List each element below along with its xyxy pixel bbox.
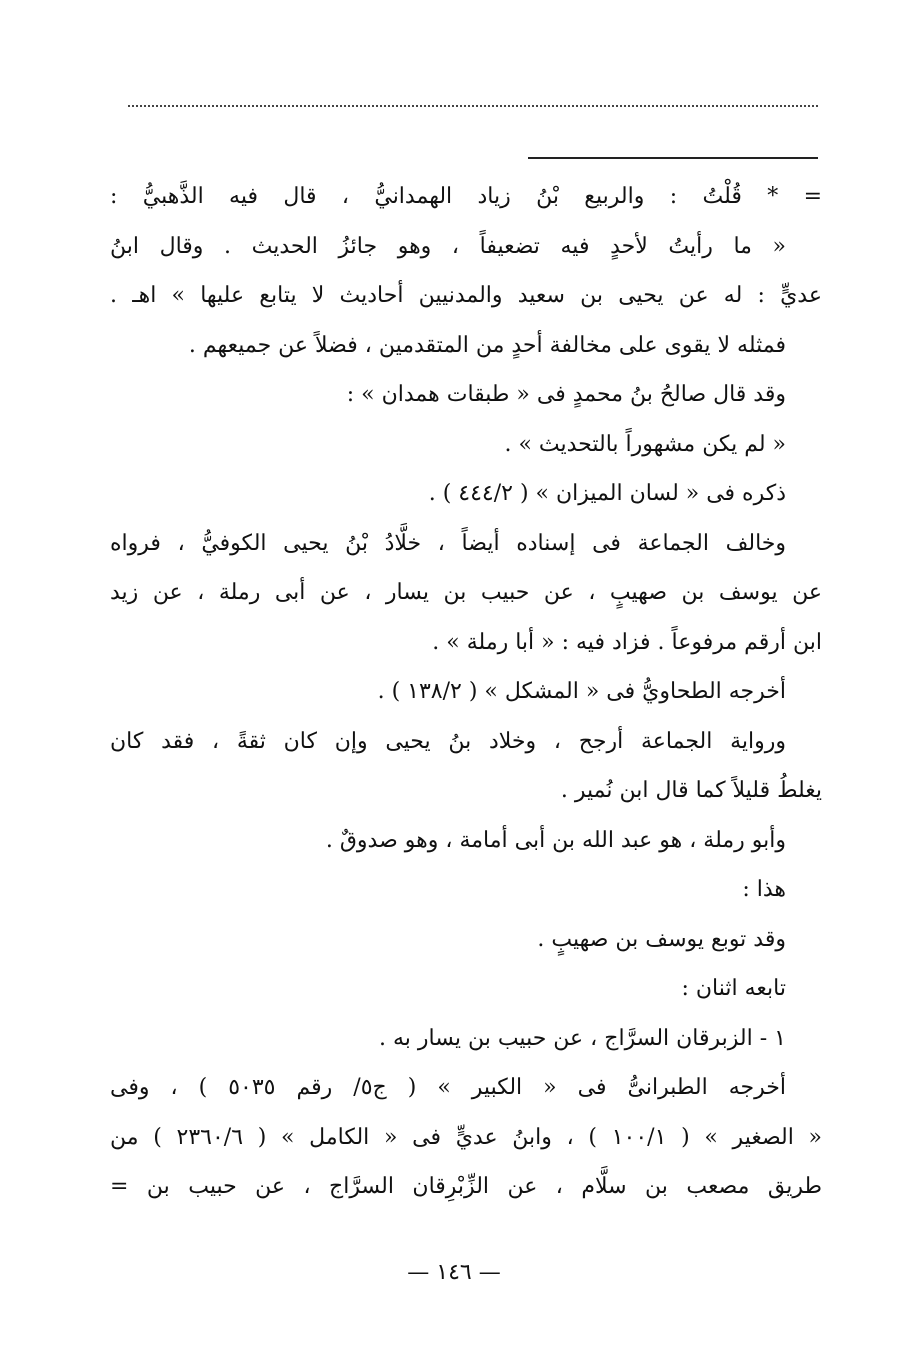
text-line: وقد توبع يوسف بن صهيبٍ . [537,926,786,952]
footnote-separator-rule [528,157,818,159]
text-line: ابن أرقم مرفوعاً . فزاد فيه : « أبا رملة » . [432,629,822,655]
text-line: ١ - الزبرقان السرَّاج ، عن حبيب بن يسار به . [379,1025,786,1051]
text-line: عن يوسف بن صهيبٍ ، عن حبيب بن يسار ، عن أبى رملة ، عن زيد [110,580,822,605]
text-line: وقد قال صالحُ بنُ محمدٍ فى « طبقات همدان » : [346,382,786,407]
text-line: طريق مصعب بن سلَّام ، عن الزِّبْرِقان السرَّاج ، عن حبيب بن = [110,1174,822,1199]
text-line: وأبو رملة ، هو عبد الله بن أبى أمامة ، وهو صدوقٌ . [325,827,786,853]
text-line: وخالف الجماعة فى إسناده أيضاً ، خلَّادُ بْنُ يحيى الكوفيُّ ، فرواه [110,530,786,556]
page-number: — ١٤٦ — [407,1260,501,1285]
text-line: = * قُلْتُ : والربيع بْنُ زياد الهمدانيُّ ، قال فيه الذَّهبيُّ : [110,184,822,209]
text-line: عديٍّ : له عن يحيى بن سعيد والمدنيين أحاديث لا يتابع عليها » اهـ . [110,283,822,308]
footnote-text-block [110,172,822,1212]
text-line: أخرجه الطبرانىُّ فى « الكبير » ( ج٥/ رقم ٥٠٣٥ ) ، وفى [110,1075,786,1100]
text-line: أخرجه الطحاويُّ فى « المشكل » ( ١٣٨/٢ ) . [377,679,786,704]
header-dotted-rule [128,105,818,107]
text-line: « ما رأيتُ لأحدٍ فيه تضعيفاً ، وهو جائزُ الحديث . وقال ابنُ [110,233,786,259]
text-line: هذا : [742,877,786,902]
text-line: « لم يكن مشهوراً بالتحديث » . [504,431,786,457]
text-line: ورواية الجماعة أرجح ، وخلاد بنُ يحيى وإن كان ثقةً ، فقد كان [110,728,786,754]
text-line: ذكره فى « لسان الميزان » ( ٤٤٤/٢ ) . [428,481,786,506]
text-line: فمثله لا يقوى على مخالفة أحدٍ من المتقدمين ، فضلاً عن جميعهم . [188,332,786,358]
text-line: « الصغير » ( ١٠٠/١ ) ، وابنُ عديٍّ فى « الكامل » ( ٢٣٦٠/٦ ) من [110,1124,822,1150]
text-line: يغلطُ قليلاً كما قال ابن نُمير . [560,778,822,803]
text-line: تابعه اثنان : [681,976,786,1001]
